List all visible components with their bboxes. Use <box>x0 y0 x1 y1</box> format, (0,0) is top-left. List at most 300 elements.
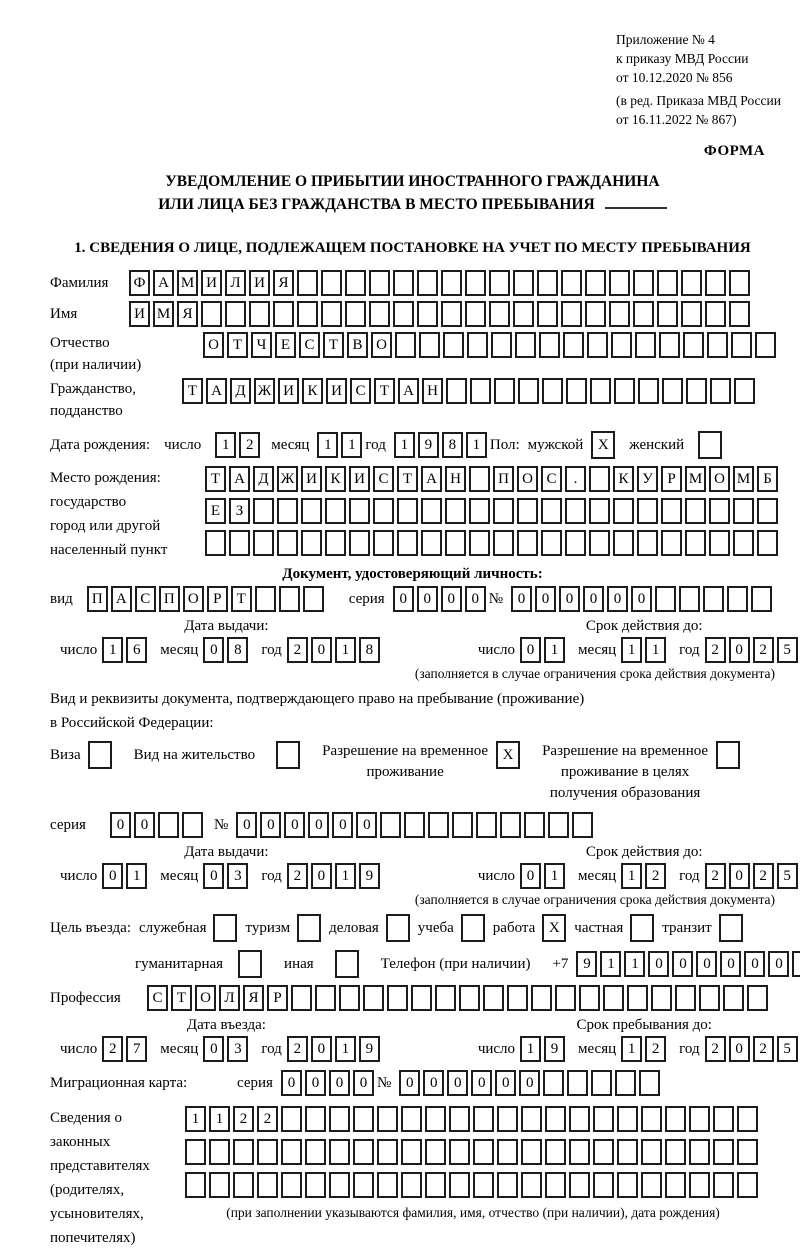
char-box[interactable] <box>325 530 346 556</box>
char-box[interactable]: А <box>111 586 132 612</box>
char-box[interactable]: 0 <box>203 863 224 889</box>
char-box[interactable]: С <box>350 378 371 404</box>
char-box[interactable] <box>473 1172 494 1198</box>
char-box[interactable] <box>521 1172 542 1198</box>
char-box[interactable] <box>737 1139 758 1165</box>
char-box[interactable] <box>679 586 700 612</box>
char-box[interactable]: 2 <box>753 863 774 889</box>
char-box[interactable] <box>469 466 490 492</box>
char-box[interactable]: О <box>183 586 204 612</box>
char-box[interactable] <box>521 1139 542 1165</box>
char-box[interactable] <box>661 498 682 524</box>
char-box[interactable] <box>315 985 336 1011</box>
char-box[interactable] <box>727 586 748 612</box>
char-box[interactable] <box>404 812 425 838</box>
char-box[interactable]: 0 <box>744 951 765 977</box>
char-box[interactable] <box>345 270 366 296</box>
char-box[interactable]: 6 <box>126 637 147 663</box>
char-box[interactable] <box>281 1139 302 1165</box>
char-box[interactable] <box>279 586 300 612</box>
char-box[interactable] <box>469 498 490 524</box>
char-box[interactable]: Т <box>374 378 395 404</box>
char-box[interactable] <box>709 498 730 524</box>
char-box[interactable] <box>465 301 486 327</box>
char-box[interactable]: Р <box>267 985 288 1011</box>
char-box[interactable] <box>587 332 608 358</box>
char-box[interactable]: С <box>147 985 168 1011</box>
purpose-other-checkbox[interactable] <box>335 950 359 978</box>
char-box[interactable]: 5 <box>777 863 798 889</box>
char-box[interactable] <box>353 1139 374 1165</box>
char-box[interactable]: . <box>565 466 586 492</box>
char-box[interactable] <box>555 985 576 1011</box>
char-box[interactable] <box>321 301 342 327</box>
char-box[interactable] <box>565 498 586 524</box>
char-box[interactable] <box>185 1172 206 1198</box>
purpose-transit-checkbox[interactable] <box>719 914 743 942</box>
char-box[interactable]: Ч <box>251 332 272 358</box>
char-box[interactable] <box>713 1106 734 1132</box>
char-box[interactable] <box>301 530 322 556</box>
char-box[interactable] <box>397 498 418 524</box>
temp-residence-checkbox[interactable]: X <box>496 741 520 769</box>
residence-permit-checkbox[interactable] <box>276 741 300 769</box>
char-box[interactable] <box>249 301 270 327</box>
char-box[interactable] <box>609 301 630 327</box>
char-box[interactable] <box>685 498 706 524</box>
char-box[interactable]: 1 <box>317 432 338 458</box>
char-box[interactable] <box>339 985 360 1011</box>
char-box[interactable] <box>617 1172 638 1198</box>
char-box[interactable] <box>452 812 473 838</box>
char-box[interactable]: 0 <box>520 637 541 663</box>
char-box[interactable] <box>185 1139 206 1165</box>
char-box[interactable] <box>401 1139 422 1165</box>
char-box[interactable] <box>518 378 539 404</box>
char-box[interactable] <box>233 1139 254 1165</box>
purpose-work-checkbox[interactable]: X <box>542 914 566 942</box>
char-box[interactable]: 1 <box>624 951 645 977</box>
char-box[interactable] <box>593 1172 614 1198</box>
char-box[interactable] <box>493 530 514 556</box>
char-box[interactable] <box>441 270 462 296</box>
char-box[interactable] <box>500 812 521 838</box>
char-box[interactable] <box>483 985 504 1011</box>
char-box[interactable]: И <box>301 466 322 492</box>
char-box[interactable] <box>593 1106 614 1132</box>
char-box[interactable] <box>417 301 438 327</box>
char-box[interactable] <box>561 301 582 327</box>
char-box[interactable]: 2 <box>753 637 774 663</box>
char-box[interactable]: Д <box>230 378 251 404</box>
char-box[interactable] <box>277 498 298 524</box>
char-box[interactable]: 0 <box>203 1036 224 1062</box>
char-box[interactable]: 7 <box>126 1036 147 1062</box>
char-box[interactable] <box>489 301 510 327</box>
char-box[interactable] <box>699 985 720 1011</box>
char-box[interactable] <box>469 530 490 556</box>
purpose-private-checkbox[interactable] <box>630 914 654 942</box>
char-box[interactable]: 3 <box>227 1036 248 1062</box>
char-box[interactable] <box>491 332 512 358</box>
char-box[interactable]: 1 <box>335 1036 356 1062</box>
char-box[interactable] <box>393 301 414 327</box>
char-box[interactable] <box>393 270 414 296</box>
char-box[interactable] <box>639 1070 660 1096</box>
char-box[interactable] <box>545 1139 566 1165</box>
char-box[interactable] <box>449 1139 470 1165</box>
purpose-humanitarian-checkbox[interactable] <box>238 950 262 978</box>
char-box[interactable] <box>633 270 654 296</box>
char-box[interactable]: А <box>398 378 419 404</box>
char-box[interactable] <box>589 498 610 524</box>
char-box[interactable]: 0 <box>631 586 652 612</box>
char-box[interactable]: М <box>153 301 174 327</box>
char-box[interactable] <box>665 1139 686 1165</box>
char-box[interactable] <box>377 1106 398 1132</box>
char-box[interactable] <box>257 1139 278 1165</box>
char-box[interactable] <box>297 301 318 327</box>
char-box[interactable]: Н <box>422 378 443 404</box>
char-box[interactable] <box>446 378 467 404</box>
char-box[interactable]: 2 <box>705 637 726 663</box>
char-box[interactable] <box>681 301 702 327</box>
char-box[interactable] <box>705 270 726 296</box>
char-box[interactable]: 2 <box>257 1106 278 1132</box>
char-box[interactable] <box>517 498 538 524</box>
char-box[interactable] <box>445 498 466 524</box>
purpose-tourism-checkbox[interactable] <box>297 914 321 942</box>
char-box[interactable]: Р <box>661 466 682 492</box>
char-box[interactable] <box>425 1139 446 1165</box>
char-box[interactable]: 1 <box>185 1106 206 1132</box>
char-box[interactable]: 0 <box>308 812 329 838</box>
char-box[interactable] <box>613 530 634 556</box>
char-box[interactable] <box>659 332 680 358</box>
char-box[interactable]: 2 <box>287 1036 308 1062</box>
char-box[interactable]: 0 <box>471 1070 492 1096</box>
char-box[interactable]: 2 <box>705 1036 726 1062</box>
char-box[interactable]: 2 <box>753 1036 774 1062</box>
char-box[interactable] <box>411 985 432 1011</box>
char-box[interactable] <box>517 530 538 556</box>
char-box[interactable] <box>609 270 630 296</box>
char-box[interactable] <box>497 1172 518 1198</box>
char-box[interactable]: С <box>135 586 156 612</box>
char-box[interactable] <box>459 985 480 1011</box>
char-box[interactable]: 0 <box>423 1070 444 1096</box>
char-box[interactable] <box>435 985 456 1011</box>
char-box[interactable] <box>521 1106 542 1132</box>
char-box[interactable]: 0 <box>102 863 123 889</box>
char-box[interactable] <box>305 1139 326 1165</box>
char-box[interactable]: 8 <box>359 637 380 663</box>
char-box[interactable] <box>641 1172 662 1198</box>
char-box[interactable] <box>225 301 246 327</box>
char-box[interactable]: 0 <box>729 863 750 889</box>
char-box[interactable] <box>233 1172 254 1198</box>
char-box[interactable]: Л <box>219 985 240 1011</box>
char-box[interactable]: К <box>325 466 346 492</box>
char-box[interactable]: К <box>302 378 323 404</box>
char-box[interactable]: И <box>249 270 270 296</box>
char-box[interactable] <box>566 378 587 404</box>
char-box[interactable]: О <box>371 332 392 358</box>
sex-male-checkbox[interactable]: X <box>591 431 615 459</box>
char-box[interactable]: 0 <box>393 586 414 612</box>
char-box[interactable]: М <box>685 466 706 492</box>
char-box[interactable] <box>297 270 318 296</box>
char-box[interactable] <box>675 985 696 1011</box>
char-box[interactable]: 1 <box>335 637 356 663</box>
char-box[interactable] <box>614 378 635 404</box>
char-box[interactable]: Р <box>207 586 228 612</box>
char-box[interactable] <box>707 332 728 358</box>
char-box[interactable] <box>590 378 611 404</box>
char-box[interactable] <box>329 1106 350 1132</box>
char-box[interactable]: 1 <box>621 1036 642 1062</box>
char-box[interactable] <box>655 586 676 612</box>
char-box[interactable] <box>589 466 610 492</box>
char-box[interactable] <box>281 1106 302 1132</box>
char-box[interactable]: 1 <box>209 1106 230 1132</box>
char-box[interactable]: И <box>278 378 299 404</box>
char-box[interactable]: И <box>349 466 370 492</box>
char-box[interactable]: 0 <box>729 1036 750 1062</box>
char-box[interactable] <box>531 985 552 1011</box>
char-box[interactable] <box>273 301 294 327</box>
char-box[interactable]: 0 <box>356 812 377 838</box>
sex-female-checkbox[interactable] <box>698 431 722 459</box>
char-box[interactable] <box>329 1139 350 1165</box>
char-box[interactable] <box>253 530 274 556</box>
char-box[interactable]: 0 <box>495 1070 516 1096</box>
char-box[interactable] <box>563 332 584 358</box>
char-box[interactable]: С <box>299 332 320 358</box>
char-box[interactable]: 0 <box>236 812 257 838</box>
char-box[interactable] <box>713 1172 734 1198</box>
char-box[interactable] <box>507 985 528 1011</box>
char-box[interactable] <box>635 332 656 358</box>
char-box[interactable] <box>445 530 466 556</box>
char-box[interactable]: 8 <box>227 637 248 663</box>
char-box[interactable]: 0 <box>720 951 741 977</box>
visa-checkbox[interactable] <box>88 741 112 769</box>
char-box[interactable]: 0 <box>260 812 281 838</box>
char-box[interactable] <box>545 1106 566 1132</box>
char-box[interactable] <box>449 1172 470 1198</box>
char-box[interactable]: 9 <box>359 863 380 889</box>
char-box[interactable]: 9 <box>544 1036 565 1062</box>
char-box[interactable] <box>325 498 346 524</box>
char-box[interactable] <box>567 1070 588 1096</box>
char-box[interactable] <box>428 812 449 838</box>
char-box[interactable] <box>617 1106 638 1132</box>
char-box[interactable] <box>401 1106 422 1132</box>
char-box[interactable] <box>291 985 312 1011</box>
char-box[interactable]: 1 <box>394 432 415 458</box>
char-box[interactable] <box>494 378 515 404</box>
char-box[interactable]: С <box>541 466 562 492</box>
char-box[interactable] <box>353 1172 374 1198</box>
char-box[interactable] <box>493 498 514 524</box>
char-box[interactable] <box>369 301 390 327</box>
char-box[interactable]: 0 <box>311 863 332 889</box>
char-box[interactable] <box>641 1139 662 1165</box>
char-box[interactable] <box>369 270 390 296</box>
char-box[interactable] <box>705 301 726 327</box>
char-box[interactable] <box>537 301 558 327</box>
char-box[interactable]: 3 <box>227 863 248 889</box>
char-box[interactable]: О <box>195 985 216 1011</box>
char-box[interactable]: 1 <box>645 637 666 663</box>
char-box[interactable]: П <box>159 586 180 612</box>
char-box[interactable]: Т <box>171 985 192 1011</box>
char-box[interactable]: 0 <box>441 586 462 612</box>
char-box[interactable] <box>585 270 606 296</box>
char-box[interactable] <box>515 332 536 358</box>
char-box[interactable] <box>329 1172 350 1198</box>
char-box[interactable] <box>380 812 401 838</box>
char-box[interactable]: И <box>201 270 222 296</box>
char-box[interactable] <box>731 332 752 358</box>
char-box[interactable]: Т <box>205 466 226 492</box>
char-box[interactable] <box>757 498 778 524</box>
char-box[interactable]: 0 <box>110 812 131 838</box>
char-box[interactable]: 1 <box>544 863 565 889</box>
char-box[interactable]: 2 <box>287 863 308 889</box>
char-box[interactable]: 0 <box>519 1070 540 1096</box>
char-box[interactable] <box>489 270 510 296</box>
char-box[interactable]: 1 <box>126 863 147 889</box>
char-box[interactable]: Т <box>182 378 203 404</box>
char-box[interactable]: 1 <box>621 637 642 663</box>
char-box[interactable]: Ж <box>254 378 275 404</box>
char-box[interactable] <box>657 270 678 296</box>
char-box[interactable] <box>373 530 394 556</box>
char-box[interactable]: В <box>347 332 368 358</box>
char-box[interactable] <box>703 586 724 612</box>
char-box[interactable] <box>209 1139 230 1165</box>
char-box[interactable] <box>321 270 342 296</box>
char-box[interactable]: 2 <box>239 432 260 458</box>
char-box[interactable]: 1 <box>600 951 621 977</box>
char-box[interactable] <box>421 498 442 524</box>
char-box[interactable] <box>545 1172 566 1198</box>
char-box[interactable] <box>681 270 702 296</box>
char-box[interactable]: Я <box>243 985 264 1011</box>
char-box[interactable] <box>733 498 754 524</box>
char-box[interactable]: 0 <box>332 812 353 838</box>
char-box[interactable]: 0 <box>311 637 332 663</box>
char-box[interactable]: 0 <box>559 586 580 612</box>
char-box[interactable] <box>627 985 648 1011</box>
char-box[interactable] <box>729 301 750 327</box>
char-box[interactable] <box>425 1106 446 1132</box>
char-box[interactable] <box>470 378 491 404</box>
char-box[interactable]: 0 <box>768 951 789 977</box>
char-box[interactable]: 0 <box>583 586 604 612</box>
char-box[interactable]: 2 <box>645 863 666 889</box>
char-box[interactable] <box>443 332 464 358</box>
char-box[interactable] <box>473 1139 494 1165</box>
char-box[interactable] <box>572 812 593 838</box>
char-box[interactable] <box>465 270 486 296</box>
char-box[interactable]: 9 <box>576 951 597 977</box>
char-box[interactable] <box>345 301 366 327</box>
char-box[interactable]: 2 <box>102 1036 123 1062</box>
char-box[interactable] <box>603 985 624 1011</box>
char-box[interactable] <box>387 985 408 1011</box>
char-box[interactable] <box>689 1172 710 1198</box>
char-box[interactable]: Я <box>273 270 294 296</box>
char-box[interactable] <box>733 530 754 556</box>
char-box[interactable] <box>737 1172 758 1198</box>
char-box[interactable] <box>373 498 394 524</box>
char-box[interactable] <box>205 530 226 556</box>
char-box[interactable]: У <box>637 466 658 492</box>
char-box[interactable]: П <box>87 586 108 612</box>
char-box[interactable] <box>476 812 497 838</box>
char-box[interactable] <box>467 332 488 358</box>
char-box[interactable]: О <box>517 466 538 492</box>
char-box[interactable] <box>638 378 659 404</box>
char-box[interactable] <box>182 812 203 838</box>
char-box[interactable]: П <box>493 466 514 492</box>
char-box[interactable]: 9 <box>359 1036 380 1062</box>
char-box[interactable] <box>637 530 658 556</box>
char-box[interactable]: Д <box>253 466 274 492</box>
purpose-official-checkbox[interactable] <box>213 914 237 942</box>
char-box[interactable] <box>425 1172 446 1198</box>
char-box[interactable] <box>747 985 768 1011</box>
char-box[interactable] <box>637 498 658 524</box>
char-box[interactable] <box>569 1172 590 1198</box>
char-box[interactable]: 0 <box>511 586 532 612</box>
char-box[interactable]: 0 <box>353 1070 374 1096</box>
char-box[interactable]: 0 <box>329 1070 350 1096</box>
char-box[interactable] <box>349 530 370 556</box>
char-box[interactable] <box>579 985 600 1011</box>
char-box[interactable]: 0 <box>607 586 628 612</box>
char-box[interactable] <box>513 270 534 296</box>
char-box[interactable] <box>473 1106 494 1132</box>
char-box[interactable]: 2 <box>645 1036 666 1062</box>
purpose-business-checkbox[interactable] <box>386 914 410 942</box>
char-box[interactable] <box>689 1139 710 1165</box>
char-box[interactable]: 1 <box>621 863 642 889</box>
char-box[interactable] <box>441 301 462 327</box>
char-box[interactable]: 0 <box>417 586 438 612</box>
char-box[interactable]: 1 <box>466 432 487 458</box>
char-box[interactable]: 1 <box>544 637 565 663</box>
char-box[interactable]: 1 <box>335 863 356 889</box>
char-box[interactable] <box>565 530 586 556</box>
char-box[interactable]: 0 <box>284 812 305 838</box>
char-box[interactable] <box>257 1172 278 1198</box>
char-box[interactable] <box>305 1106 326 1132</box>
purpose-study-checkbox[interactable] <box>461 914 485 942</box>
char-box[interactable] <box>713 1139 734 1165</box>
char-box[interactable]: 1 <box>215 432 236 458</box>
char-box[interactable] <box>792 951 800 977</box>
char-box[interactable] <box>585 301 606 327</box>
char-box[interactable]: К <box>613 466 634 492</box>
char-box[interactable] <box>751 586 772 612</box>
char-box[interactable]: 9 <box>418 432 439 458</box>
char-box[interactable] <box>710 378 731 404</box>
char-box[interactable]: М <box>733 466 754 492</box>
